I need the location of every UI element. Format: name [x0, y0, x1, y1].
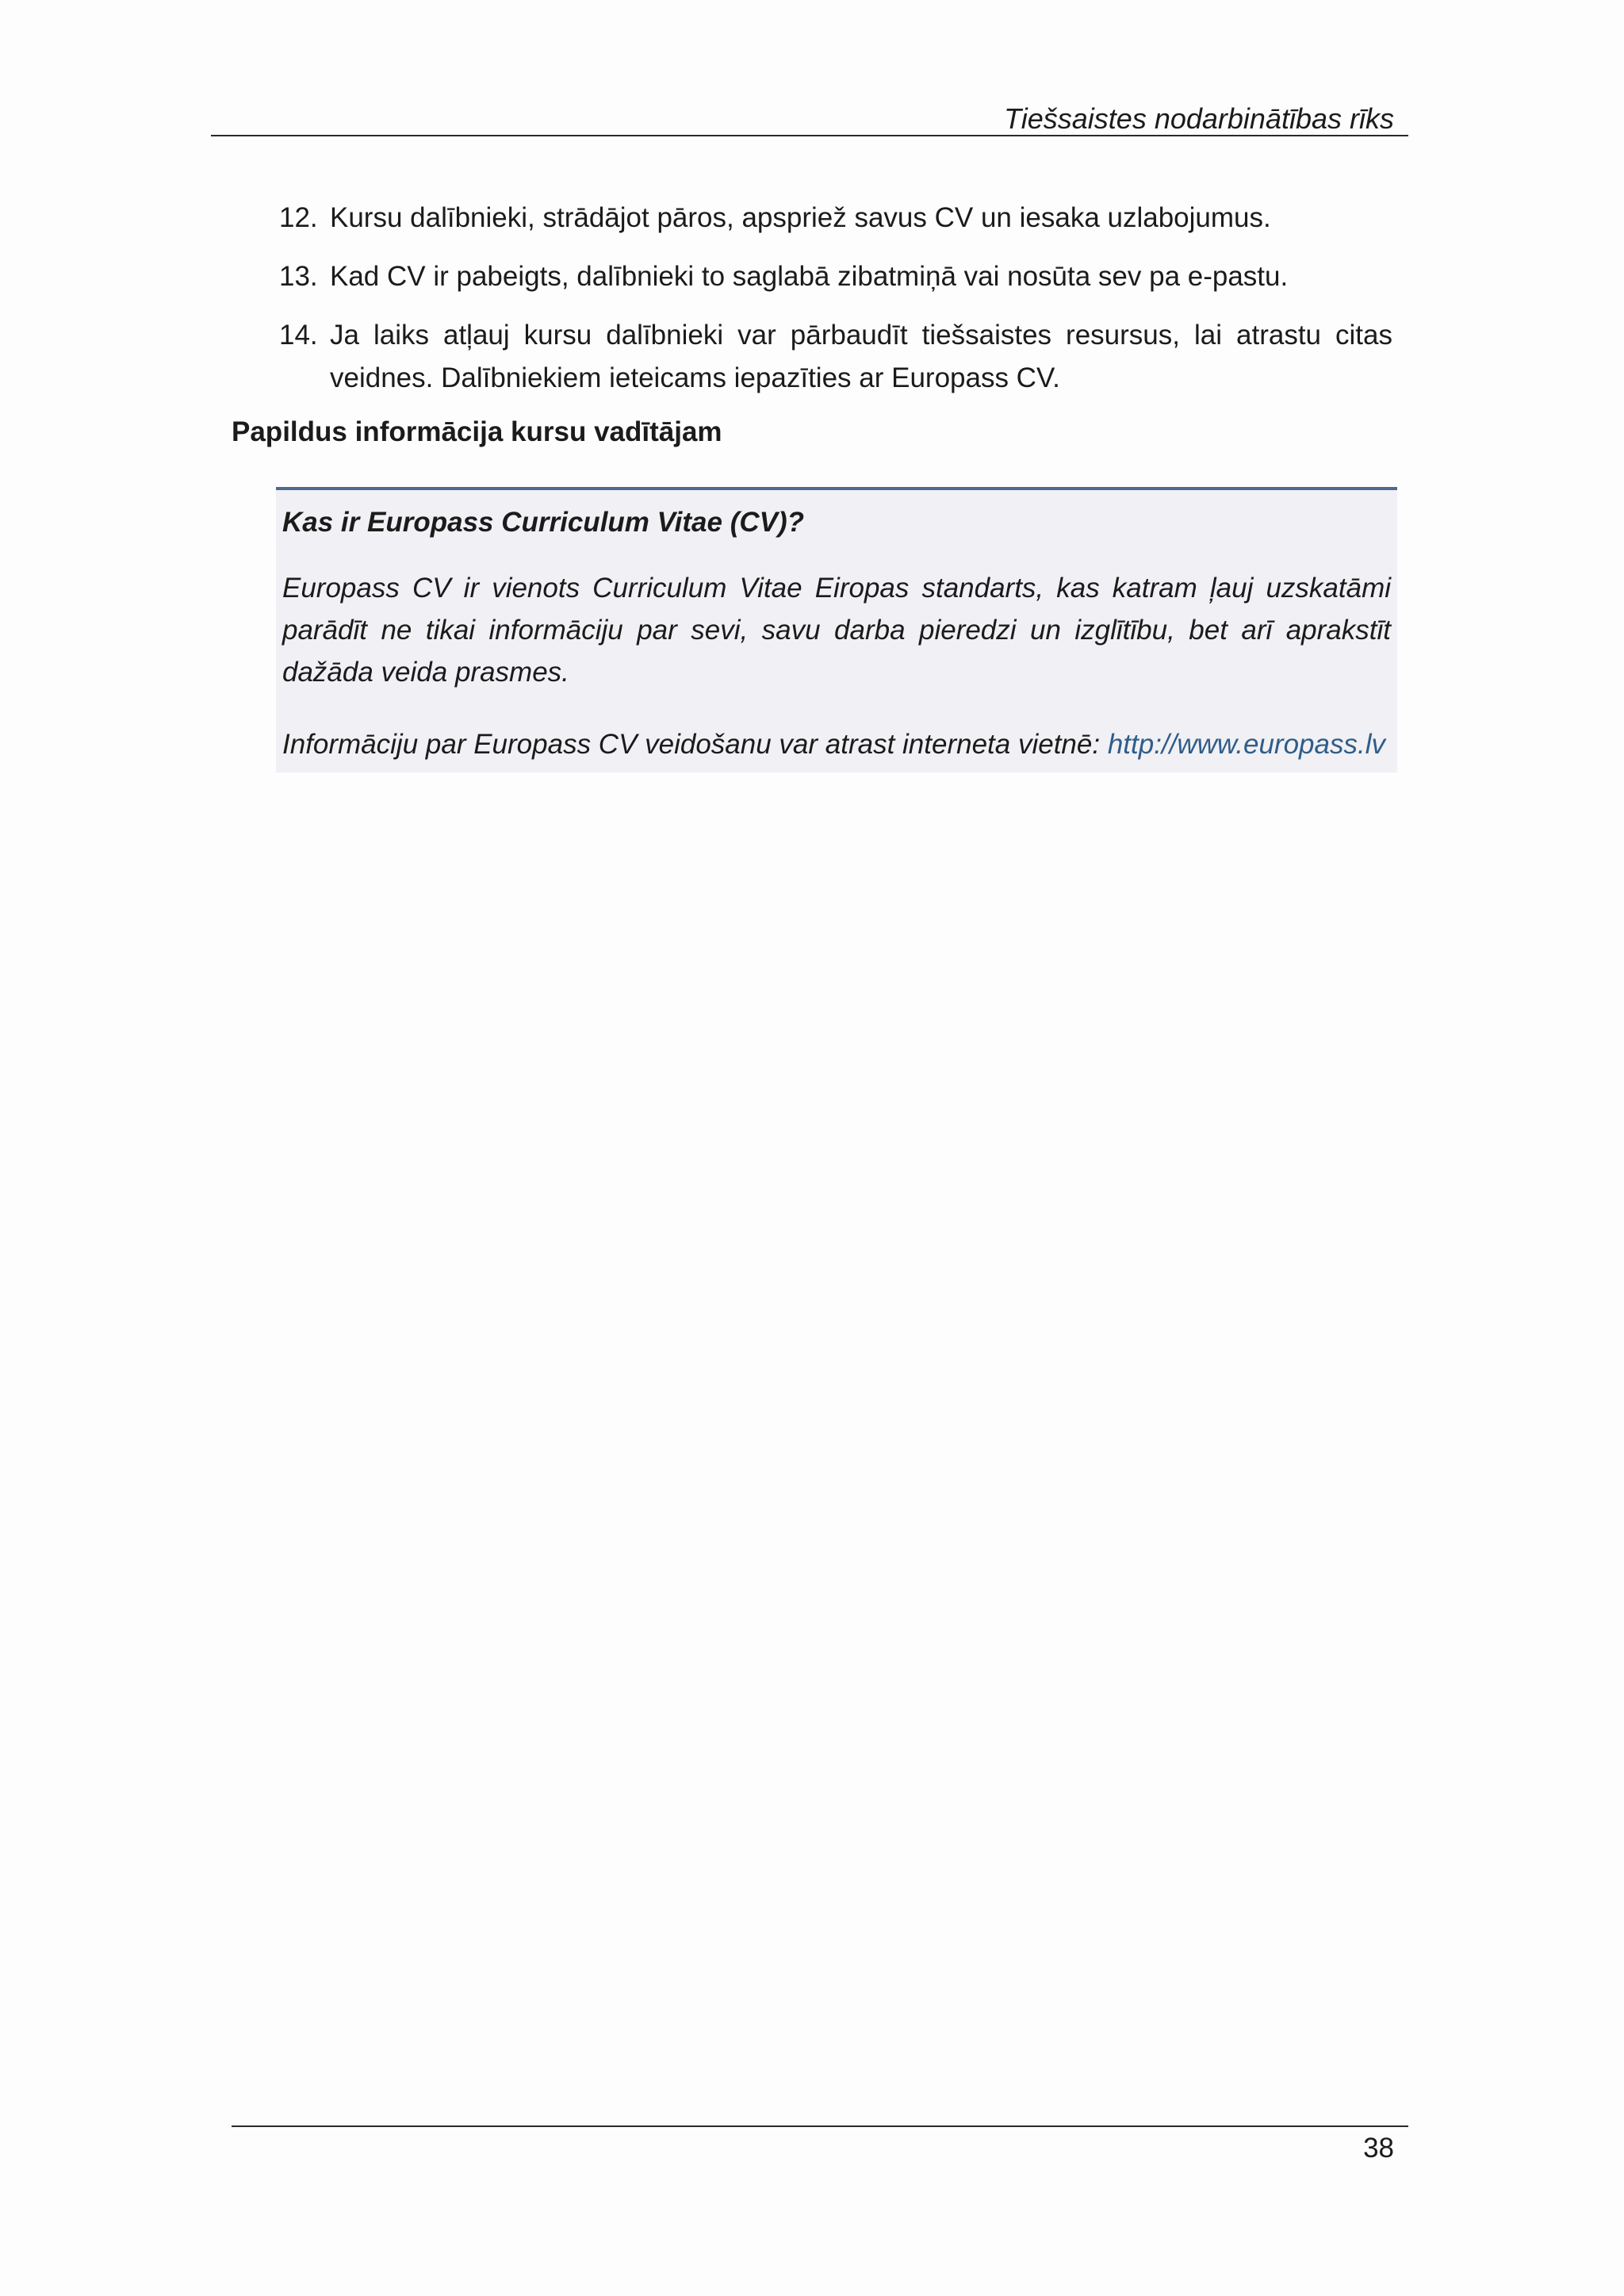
info-box-paragraph: Europass CV ir vienots Curriculum Vitae Eiropas standarts, kas katram ļauj uzskatāmi parādīt ne tikai informāciju par sevi, savu darba pieredzi un izglītību, bet arī aprakstīt dažāda veida prasmes. — [282, 573, 1391, 688]
list-item-number: 14. — [279, 320, 318, 351]
info-box-title: Kas ir Europass Curriculum Vitae (CV)? — [282, 507, 805, 538]
info-box-link-prefix: Informāciju par Europass CV veidošanu var atrast interneta vietnē: — [282, 729, 1108, 760]
list-item — [279, 314, 1392, 400]
list-item-text: Ja laiks atļauj kursu dalībnieki var pārbaudīt tiešsaistes resursus, lai atrastu citas veidnes. Dalībniekiem ieteicams iepazīties ar Europass CV. — [330, 320, 1392, 393]
info-box-link-line — [282, 723, 1391, 765]
list-item-number: 12. — [279, 202, 318, 233]
page-number: 38 — [1363, 2133, 1394, 2164]
info-callout-box — [276, 487, 1397, 772]
list-item — [279, 197, 1392, 240]
section-heading: Papildus informācija kursu vadītājam — [232, 416, 722, 447]
running-header-title: Tiešsaistes nodarbinātības rīks — [1004, 102, 1394, 135]
header-divider — [211, 135, 1408, 136]
list-item — [279, 255, 1392, 298]
europass-link[interactable]: http://www.europass.lv — [1107, 729, 1385, 760]
list-item-text: Kad CV ir pabeigts, dalībnieki to saglabā zibatmiņā vai nosūta sev pa e-pastu. — [330, 261, 1289, 292]
footer-divider — [232, 2125, 1408, 2127]
list-item-number: 13. — [279, 261, 318, 292]
list-item-text: Kursu dalībnieki, strādājot pāros, apspriež savus CV un iesaka uzlabojumus. — [330, 202, 1271, 233]
numbered-steps-list — [279, 197, 1392, 416]
